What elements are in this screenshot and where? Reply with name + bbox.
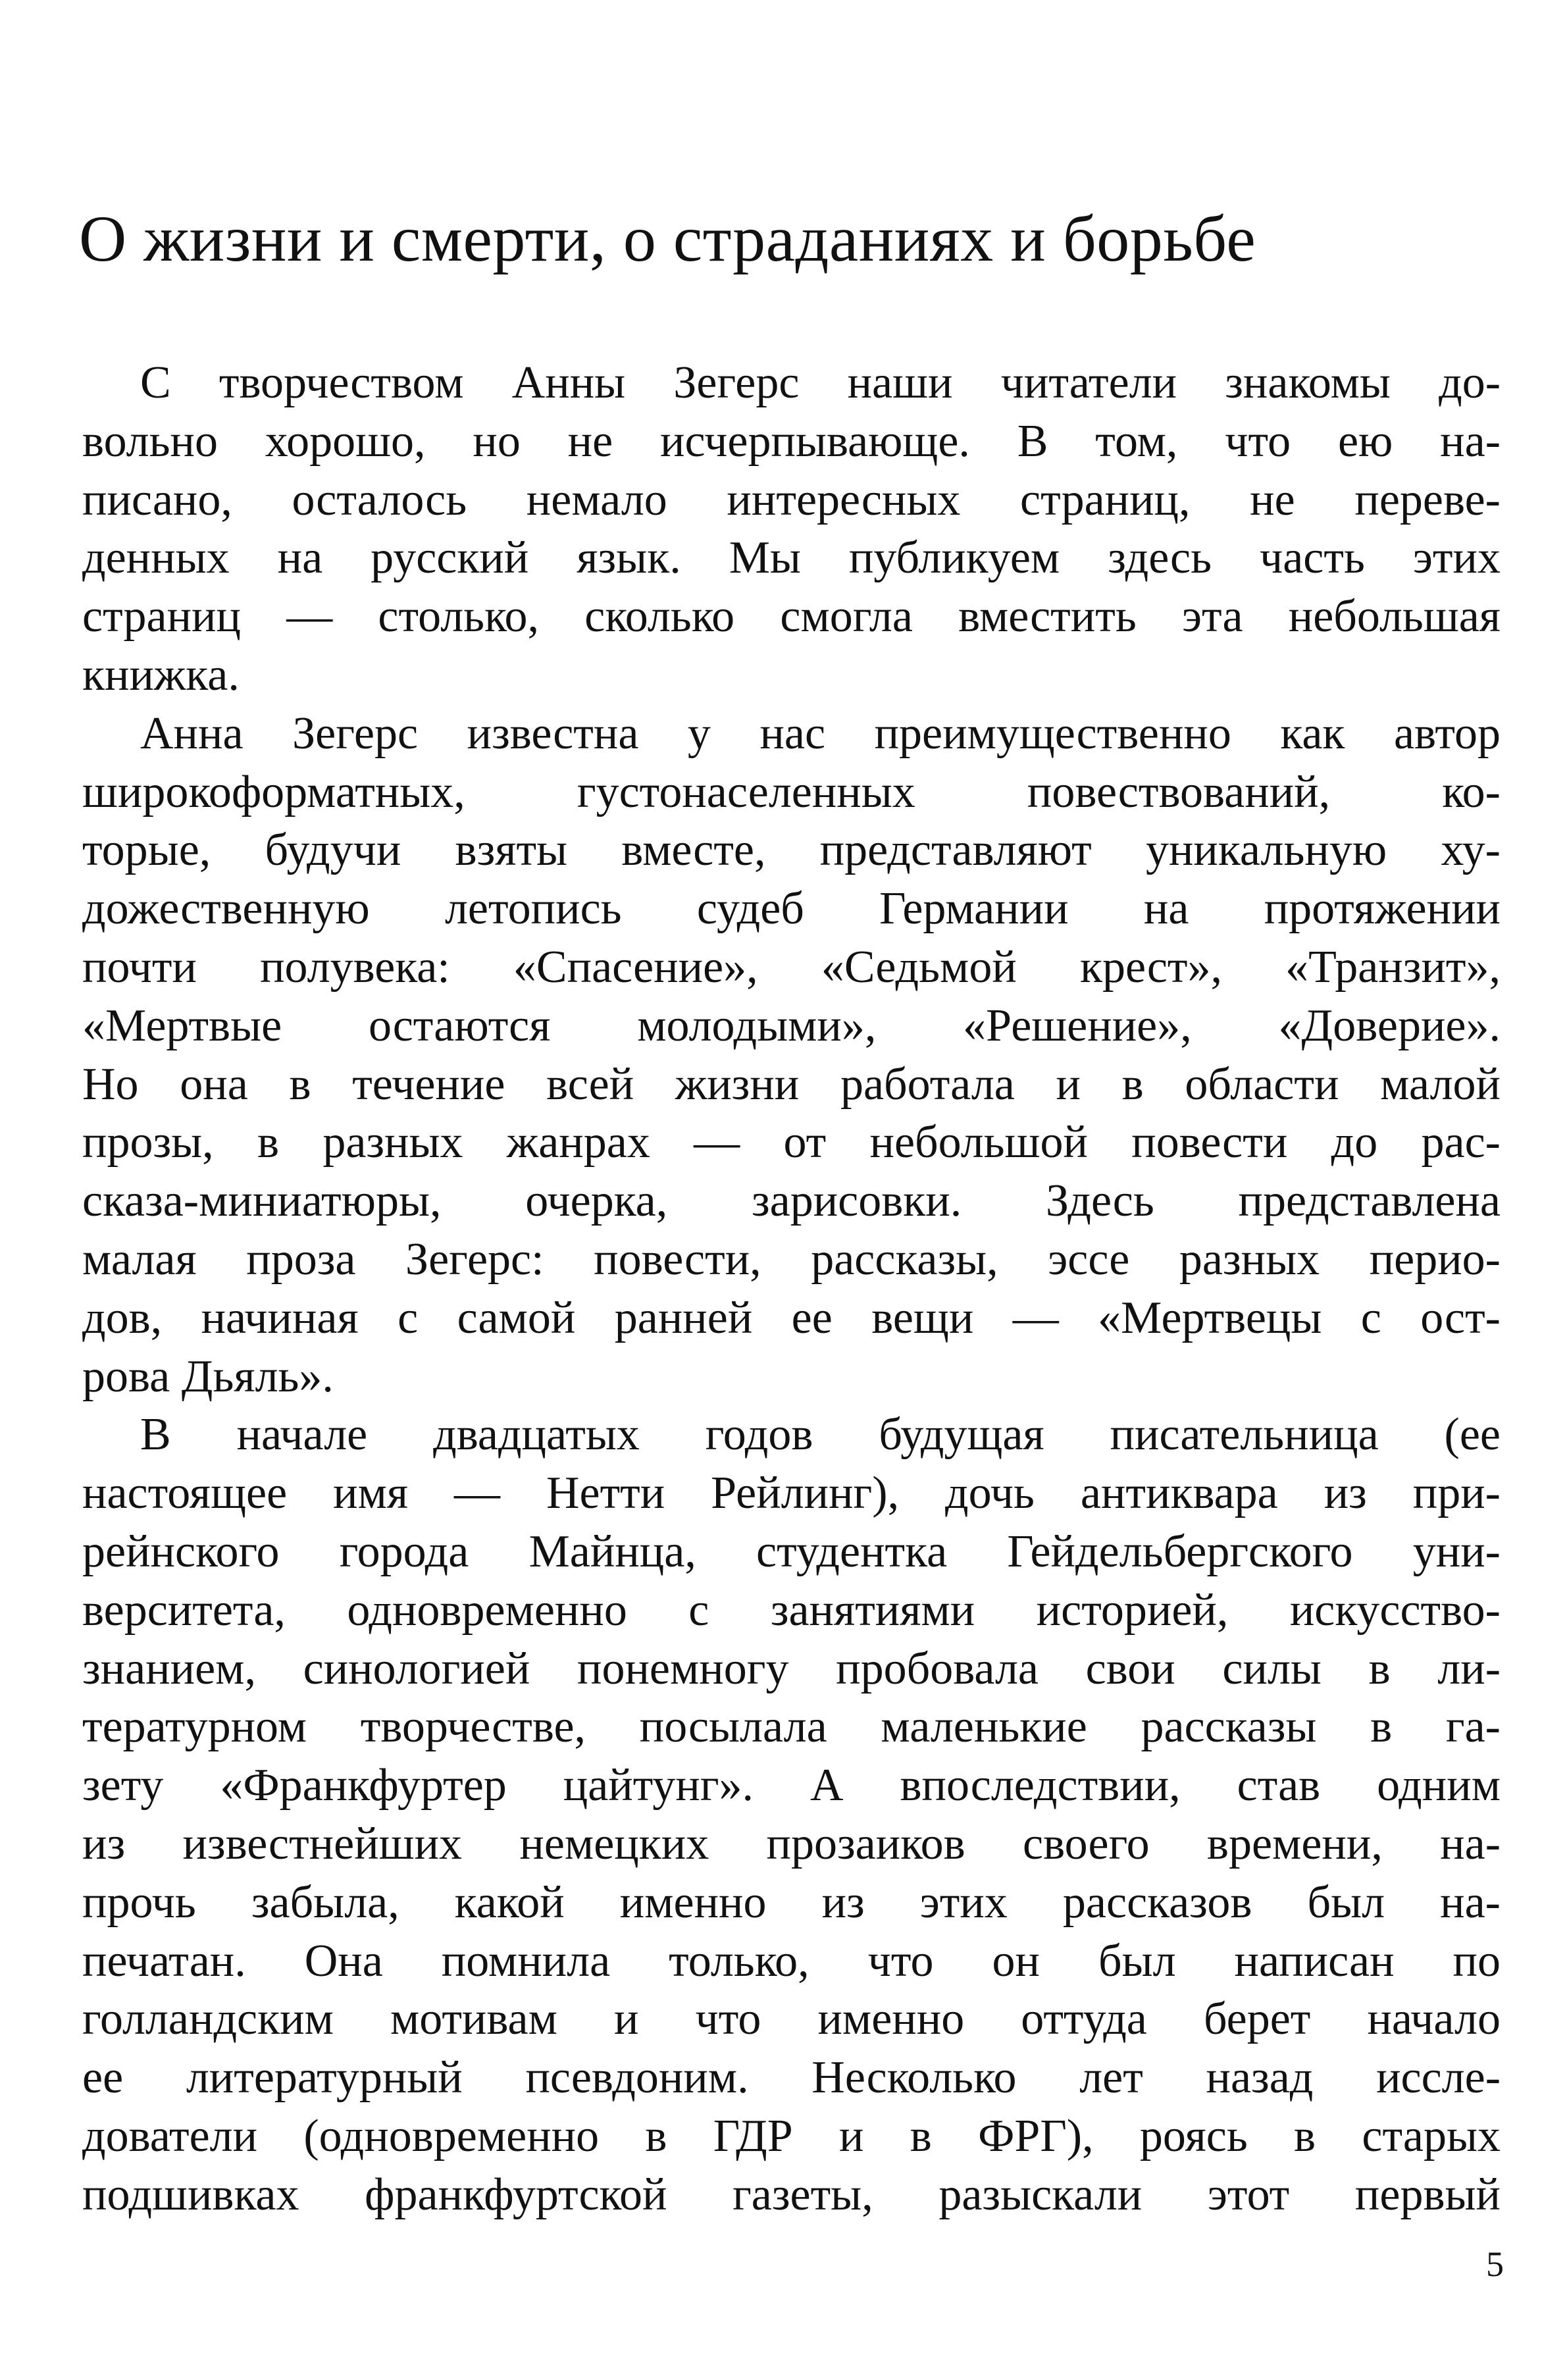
text-line: зету «Франкфуртер цайтунг». А впоследствии, став одним xyxy=(82,1760,1501,1811)
text-line: подшивках франкфуртской газеты, разыскали этот первый xyxy=(82,2169,1501,2220)
text-line: книжка. xyxy=(82,649,240,700)
body-text xyxy=(82,354,1501,2225)
chapter-title: О жизни и смерти, о страданиях и борьбе xyxy=(79,202,1256,275)
text-line: В начале двадцатых годов будущая писательница (ее xyxy=(140,1409,1501,1461)
text-line: дов, начиная с самой ранней ее вещи — «Мертвецы с ост- xyxy=(82,1292,1501,1343)
text-line: рейнского города Майнца, студентка Гейдельбергского уни- xyxy=(82,1526,1501,1577)
text-line: С творчеством Анны Зегерс наши читатели знакомы до- xyxy=(140,357,1501,408)
text-line: верситета, одновременно с занятиями историей, искусство- xyxy=(82,1584,1501,1636)
text-line: страниц — столько, сколько смогла вместить эта небольшая xyxy=(82,591,1501,642)
text-line: писано, осталось немало интересных страниц, не переве- xyxy=(82,474,1501,525)
text-line: вольно хорошо, но не исчерпывающе. В том, что ею на- xyxy=(82,415,1501,467)
text-line: рова Дьяль». xyxy=(82,1351,334,1402)
text-line: прочь забыла, какой именно из этих рассказов был на- xyxy=(82,1876,1501,1928)
text-line: из известнейших немецких прозаиков своего времени, на- xyxy=(82,1818,1501,1869)
text-line: дожественную летопись судеб Германии на протяжении xyxy=(82,883,1501,935)
text-line: дователи (одновременно в ГДР и в ФРГ), роясь в старых xyxy=(82,2110,1501,2161)
paragraph-3 xyxy=(82,1406,1501,2224)
text-line: широкоформатных, густонаселенных повествований, ко- xyxy=(82,766,1501,817)
paragraph-1 xyxy=(82,354,1501,705)
text-line: прозы, в разных жанрах — от небольшой повести до рас- xyxy=(82,1117,1501,1168)
text-line: Анна Зегерс известна у нас преимущественно как автор xyxy=(140,708,1501,759)
paragraph-2 xyxy=(82,705,1501,1407)
text-line: «Мертвые остаются молодыми», «Решение», «Доверие». xyxy=(82,1000,1501,1051)
text-line: почти полувека: «Спасение», «Седьмой крест», «Транзит», xyxy=(82,941,1501,993)
text-line: сказа-миниатюры, очерка, зарисовки. Здесь представлена xyxy=(82,1176,1501,1227)
text-line: малая проза Зегерс: повести, рассказы, эссе разных перио- xyxy=(82,1233,1501,1285)
text-line: знанием, синологией понемногу пробовала свои силы в ли- xyxy=(82,1643,1501,1694)
text-line: ее литературный псевдоним. Несколько лет назад иссле- xyxy=(82,2052,1501,2104)
text-line: денных на русский язык. Мы публикуем здесь часть этих xyxy=(82,532,1501,584)
text-line: настоящее имя — Нетти Рейлинг), дочь антиквара из при- xyxy=(82,1468,1501,1519)
text-line: голландским мотивам и что именно оттуда берет начало xyxy=(82,1994,1501,2045)
text-line: Но она в течение всей жизни работала и в области малой xyxy=(82,1058,1501,1110)
text-line: печатан. Она помнила только, что он был написан по xyxy=(82,1935,1501,1986)
page-number: 5 xyxy=(1486,2244,1504,2284)
text-line: торые, будучи взяты вместе, представляют уникальную ху- xyxy=(82,825,1501,876)
text-line: тературном творчестве, посылала маленькие рассказы в га- xyxy=(82,1701,1501,1753)
